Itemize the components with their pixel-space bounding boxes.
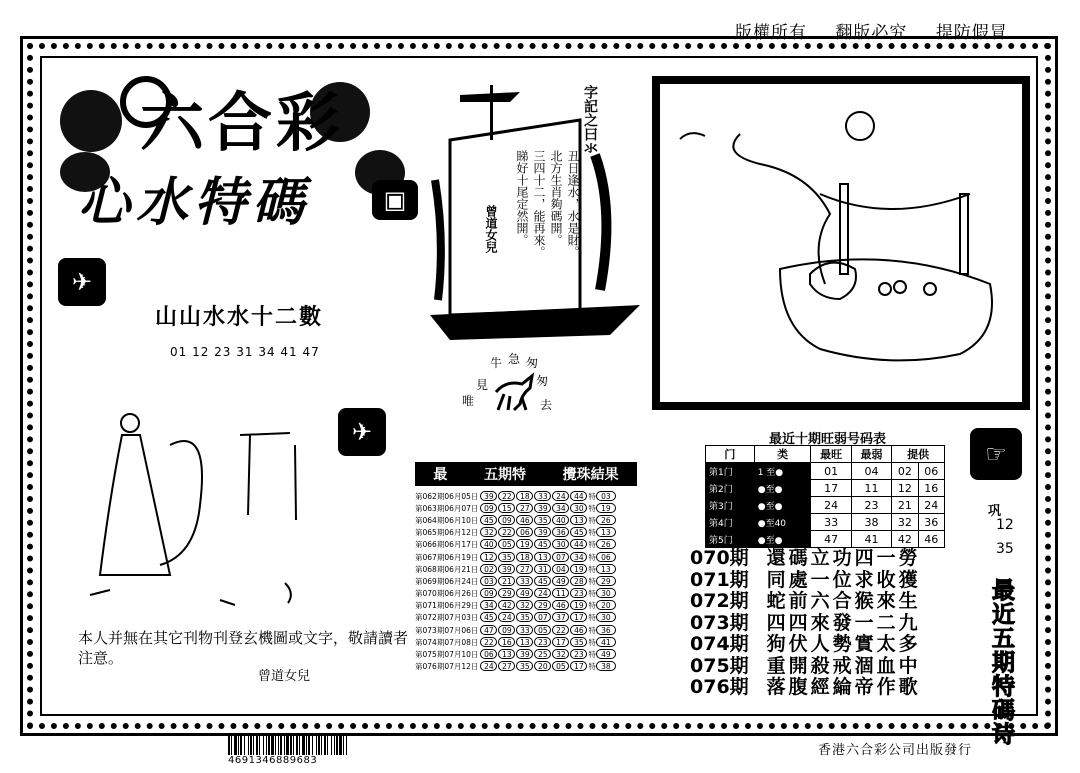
poem-line <box>690 634 921 656</box>
barcode-bar <box>343 733 344 755</box>
horse-riddle: 牛 急 匆 匆 見 唯 去 <box>462 352 553 412</box>
history-ball: 46 <box>516 515 533 525</box>
rt-cell-range: ●至● <box>754 531 811 548</box>
rt-cell-p2: 24 <box>918 497 944 514</box>
history-row-label: 第075期07月10日 <box>415 650 479 660</box>
rt-cell-cold: 23 <box>851 497 891 514</box>
poem-text: 同處一位求收獲 <box>766 568 921 591</box>
history-ball: 07 <box>552 552 569 562</box>
poem-line <box>690 613 921 635</box>
notice-text: 本人并無在其它刊物刊登玄機圖或文字，敬請讀者注意。 <box>78 629 409 667</box>
poem-line <box>690 591 921 613</box>
history-ball: 24 <box>480 661 497 671</box>
barcode-bar <box>263 733 264 755</box>
barcode-bar <box>240 733 242 755</box>
history-ball: 45 <box>480 612 497 622</box>
rt-cell-p1: 21 <box>892 497 918 514</box>
history-row <box>415 502 637 514</box>
history-row-label: 第062期06月05日 <box>415 491 479 501</box>
history-special-ball: 38 <box>596 661 616 671</box>
recent-ten-row <box>706 531 945 548</box>
barcode-bar <box>302 733 305 755</box>
barcode-bar <box>248 733 249 755</box>
barcode-bar <box>327 733 328 755</box>
history-ball: 32 <box>480 527 497 537</box>
rt-cell-range: ●至40 <box>754 514 811 531</box>
page-title: 六合彩 <box>140 86 344 161</box>
history-ball: 02 <box>480 564 497 574</box>
history-special-ball: 49 <box>596 649 616 659</box>
history-ball: 24 <box>534 588 551 598</box>
history-ball: 37 <box>552 612 569 622</box>
history-ball: 35 <box>498 552 515 562</box>
barcode-bar <box>284 733 285 755</box>
history-ball: 22 <box>480 637 497 647</box>
history-ball: 49 <box>516 588 533 598</box>
history-ball: 23 <box>570 588 587 598</box>
poem-period: 070期 <box>690 547 749 569</box>
history-row-label: 第063期06月07日 <box>415 503 479 513</box>
sail-poem-line-4: 睇好十尾定然開。 <box>515 150 529 246</box>
five-poems-vertical-title: 最近五期特碼诗 <box>988 578 1014 746</box>
history-row <box>415 514 637 526</box>
poem-line <box>690 677 921 699</box>
history-ball: 40 <box>552 515 569 525</box>
history-ball: 35 <box>534 515 551 525</box>
history-special-ball: 30 <box>596 588 616 598</box>
history-row <box>415 612 637 624</box>
history-header-1: 最 <box>433 467 448 483</box>
rt-header-type: 类 <box>754 446 811 463</box>
rt-cell-p1: 32 <box>892 514 918 531</box>
barcode-bar <box>244 733 245 755</box>
barcode-number: 4691346889683 <box>228 755 318 766</box>
history-ball: 39 <box>516 649 533 659</box>
history-ball: 04 <box>552 564 569 574</box>
rt-cell-range: ●至● <box>754 480 811 497</box>
lady-illustration <box>70 405 400 620</box>
twelve-numbers: 01 12 23 31 34 41 47 <box>170 345 320 359</box>
barcode <box>228 733 350 755</box>
history-ball: 44 <box>570 539 587 549</box>
rt-cell-hot: 47 <box>811 531 851 548</box>
history-ball: 09 <box>498 625 515 635</box>
history-ball: 19 <box>516 539 533 549</box>
barcode-bar <box>271 733 274 755</box>
special-label: 特 <box>588 540 596 550</box>
barcode-bar <box>259 733 260 755</box>
history-header-2: 五期特 <box>483 467 526 483</box>
barcode-bar <box>324 733 326 755</box>
special-label: 特 <box>588 601 596 611</box>
history-ball: 35 <box>570 637 587 647</box>
barcode-bar <box>234 733 237 755</box>
rt-cell-p2: 06 <box>918 463 944 480</box>
history-ball: 45 <box>534 539 551 549</box>
rt-cell-gate: 第5门 <box>706 531 755 548</box>
rt-cell-gate: 第1门 <box>706 463 755 480</box>
history-ball: 34 <box>480 600 497 610</box>
recent-ten-row <box>706 514 945 531</box>
rt-cell-range: 1 至● <box>754 463 811 480</box>
history-ball: 22 <box>498 527 515 537</box>
history-ball: 06 <box>480 649 497 659</box>
history-row-label: 第064期06月10日 <box>415 515 479 525</box>
recent-ten-row <box>706 463 945 480</box>
history-row <box>415 600 637 612</box>
history-ball: 15 <box>498 503 515 513</box>
history-ball: 18 <box>516 552 533 562</box>
history-ball: 05 <box>552 661 569 671</box>
history-ball: 24 <box>552 491 569 501</box>
history-ball: 30 <box>570 503 587 513</box>
rt-cell-cold: 41 <box>851 531 891 548</box>
sail-poem-line-1: 丑日逢水，水是財。 <box>566 150 580 258</box>
history-ball: 44 <box>570 491 587 501</box>
barcode-bar <box>293 733 294 755</box>
special-label: 特 <box>588 564 596 574</box>
history-ball: 18 <box>516 491 533 501</box>
history-ball: 27 <box>498 661 515 671</box>
rt-cell-hot: 17 <box>811 480 851 497</box>
history-special-ball: 20 <box>596 600 616 610</box>
sail-poem-head: 字記之曰氺 <box>582 85 598 155</box>
poem-line <box>690 656 921 678</box>
history-ball: 16 <box>498 637 515 647</box>
special-label: 特 <box>588 625 596 635</box>
history-ball: 20 <box>534 661 551 671</box>
history-ball: 13 <box>498 649 515 659</box>
history-special-ball: 03 <box>596 491 616 501</box>
history-ball: 29 <box>498 588 515 598</box>
barcode-bar <box>266 733 267 755</box>
barcode-bar <box>318 733 320 755</box>
goose-icon-2: ✈ <box>338 408 386 456</box>
history-ball: 17 <box>570 612 587 622</box>
history-special-ball: 06 <box>596 552 616 562</box>
notice-signature: 曾道女兒 <box>258 669 311 684</box>
poem-period: 071期 <box>690 568 749 591</box>
barcode-bar <box>336 733 338 755</box>
twelve-numbers-title: 山山水水十二數 <box>155 305 324 330</box>
barcode-bar <box>238 733 239 755</box>
poem-period: 076期 <box>690 676 749 698</box>
history-special-ball: 13 <box>596 564 616 574</box>
barcode-bar <box>316 733 317 755</box>
copyright-text-3: 提防假冒 <box>935 23 1008 43</box>
history-row <box>415 648 637 660</box>
history-ball: 34 <box>570 552 587 562</box>
history-ball: 13 <box>516 637 533 647</box>
history-ball: 23 <box>534 637 551 647</box>
history-ball: 28 <box>570 576 587 586</box>
rt-cell-range: ●至● <box>754 497 811 514</box>
barcode-bar <box>286 733 289 755</box>
history-ball: 12 <box>480 552 497 562</box>
history-ball: 39 <box>534 503 551 513</box>
barcode-bar <box>278 733 279 755</box>
side-number-1: 12 <box>996 517 1014 533</box>
history-row <box>415 624 637 636</box>
poem-period: 072期 <box>690 590 749 612</box>
decor-blob <box>60 90 122 152</box>
sail-poem-author: 曾道女兒 <box>484 205 498 253</box>
history-ball: 11 <box>552 588 569 598</box>
goose-icon: ✈ <box>58 258 106 306</box>
history-ball: 05 <box>498 539 515 549</box>
history-ball: 23 <box>570 649 587 659</box>
rt-cell-p1: 02 <box>892 463 918 480</box>
rt-cell-hot: 24 <box>811 497 851 514</box>
phoenix-illustration <box>660 84 1022 402</box>
poem-text: 還碼立功四一勞 <box>766 547 921 569</box>
history-row <box>415 539 637 551</box>
rt-cell-p2: 46 <box>918 531 944 548</box>
rt-cell-cold: 04 <box>851 463 891 480</box>
history-row-label: 第068期06月21日 <box>415 564 479 574</box>
barcode-bar <box>253 733 254 755</box>
history-special-ball: 26 <box>596 515 616 525</box>
history-ball: 13 <box>534 552 551 562</box>
rt-cell-gate: 第2门 <box>706 480 755 497</box>
history-row-label: 第071期06月29日 <box>415 601 479 611</box>
history-row <box>415 563 637 575</box>
history-row <box>415 588 637 600</box>
history-ball: 47 <box>480 625 497 635</box>
recent-ten-row <box>706 497 945 514</box>
barcode-bar <box>228 733 230 755</box>
poem-period: 073期 <box>690 611 749 634</box>
history-ball: 45 <box>534 576 551 586</box>
tv-icon: ▣ <box>372 180 418 220</box>
rt-header-provide: 提供 <box>892 446 945 463</box>
history-ball: 33 <box>534 491 551 501</box>
special-label: 特 <box>588 528 596 538</box>
rt-cell-gate: 第3门 <box>706 497 755 514</box>
poem-text: 蛇前六合猴來生 <box>766 590 921 612</box>
history-ball: 24 <box>498 612 515 622</box>
history-header-3: 攪珠結果 <box>562 467 619 483</box>
history-ball: 32 <box>516 600 533 610</box>
history-header <box>415 462 637 486</box>
hand-icon: ☞ <box>970 428 1022 480</box>
history-ball: 22 <box>552 625 569 635</box>
history-row <box>415 490 637 502</box>
history-ball: 39 <box>534 527 551 537</box>
barcode-bar <box>339 733 342 755</box>
history-ball: 17 <box>570 661 587 671</box>
history-ball: 07 <box>534 612 551 622</box>
history-ball: 39 <box>498 564 515 574</box>
history-row <box>415 575 637 587</box>
copyright-text-2: 翻版必究 <box>835 23 908 43</box>
barcode-bar <box>256 733 258 755</box>
rt-header-cold: 最弱 <box>851 446 891 463</box>
history-ball: 33 <box>516 625 533 635</box>
history-special-ball: 13 <box>596 527 616 537</box>
rt-cell-hot: 33 <box>811 514 851 531</box>
history-ball: 40 <box>480 539 497 549</box>
history-ball: 45 <box>480 515 497 525</box>
barcode-bar <box>331 733 332 755</box>
sail-poem-line-3: 三四十二，能再來。 <box>532 150 546 258</box>
history-ball: 27 <box>516 503 533 513</box>
history-row-label: 第065期06月12日 <box>415 528 479 538</box>
history-ball: 34 <box>552 503 569 513</box>
barcode-bar <box>268 733 270 755</box>
special-label: 特 <box>588 650 596 660</box>
copyright-text-1: 版權所有 <box>735 23 807 43</box>
page-subtitle: 心水特碼 <box>78 173 311 233</box>
barcode-bar <box>312 733 313 755</box>
history-row-label: 第072期07月03日 <box>415 613 479 623</box>
history-ball: 03 <box>480 576 497 586</box>
barcode-bar <box>346 733 347 755</box>
barcode-bar <box>275 733 276 755</box>
barcode-bar <box>290 733 292 755</box>
history-row <box>415 527 637 539</box>
special-label: 特 <box>588 637 596 647</box>
poem-line <box>690 570 921 592</box>
history-row-label: 第067期06月19日 <box>415 552 479 562</box>
history-row-label: 第070期06月26日 <box>415 589 479 599</box>
history-special-ball: 30 <box>596 612 616 622</box>
side-code: 巩 <box>988 504 1002 519</box>
special-label: 特 <box>588 613 596 623</box>
barcode-bar <box>299 733 300 755</box>
history-ball: 35 <box>516 612 533 622</box>
rt-cell-p1: 42 <box>892 531 918 548</box>
rt-cell-p2: 36 <box>918 514 944 531</box>
history-special-ball: 29 <box>596 576 616 586</box>
recent-ten-header-row <box>706 446 945 463</box>
phoenix-picture <box>652 76 1030 410</box>
publisher: 香港六合彩公司出版發行 <box>818 743 973 758</box>
rt-cell-cold: 38 <box>851 514 891 531</box>
recent-ten-table <box>705 445 945 548</box>
sail-poem-line-2: 北方生肖夠碼開。 <box>549 150 563 246</box>
history-ball: 06 <box>516 527 533 537</box>
history-row <box>415 551 637 563</box>
special-label: 特 <box>588 589 596 599</box>
recent-ten-title: 最近十期旺弱号码表 <box>768 432 886 447</box>
special-label: 特 <box>588 491 596 501</box>
history-ball: 19 <box>570 600 587 610</box>
poem-text: 落腹經綸帝作歌 <box>766 676 921 698</box>
barcode-bar <box>308 733 310 755</box>
history-row-label: 第074期07月08日 <box>415 637 479 647</box>
history-ball: 22 <box>498 491 515 501</box>
special-label: 特 <box>588 503 596 513</box>
barcode-bar <box>280 733 282 755</box>
barcode-bar <box>250 733 252 755</box>
history-ball: 49 <box>552 576 569 586</box>
history-ball: 32 <box>552 649 569 659</box>
barcode-bar <box>306 733 307 755</box>
history-ball: 29 <box>534 600 551 610</box>
recent-ten-row <box>706 480 945 497</box>
history-ball: 09 <box>480 503 497 513</box>
history-table <box>415 490 637 673</box>
poem-period: 075期 <box>690 654 749 677</box>
rt-cell-p2: 16 <box>918 480 944 497</box>
history-ball: 17 <box>552 637 569 647</box>
barcode-bar <box>334 733 335 755</box>
history-special-ball: 36 <box>596 625 616 635</box>
poem-text: 重開殺戒涸血中 <box>766 654 921 677</box>
poem-line <box>690 548 921 570</box>
history-ball: 30 <box>552 539 569 549</box>
barcode-bar <box>321 733 322 755</box>
special-label: 特 <box>588 576 596 586</box>
rt-cell-p1: 12 <box>892 480 918 497</box>
history-ball: 09 <box>480 588 497 598</box>
special-label: 特 <box>588 662 596 672</box>
rt-header-gate: 门 <box>706 446 755 463</box>
history-ball: 27 <box>516 564 533 574</box>
special-label: 特 <box>588 552 596 562</box>
history-ball: 19 <box>570 564 587 574</box>
history-ball: 46 <box>570 625 587 635</box>
history-ball: 31 <box>534 564 551 574</box>
history-ball: 36 <box>552 527 569 537</box>
history-special-ball: 26 <box>596 539 616 549</box>
history-ball: 21 <box>498 576 515 586</box>
rt-cell-hot: 01 <box>811 463 851 480</box>
history-row-label: 第076期07月12日 <box>415 662 479 672</box>
history-row-label: 第073期07月06日 <box>415 625 479 635</box>
history-special-ball: 41 <box>596 637 616 647</box>
history-ball: 39 <box>480 491 497 501</box>
history-row-label: 第066期06月17日 <box>415 540 479 550</box>
history-ball: 05 <box>534 625 551 635</box>
history-special-ball: 19 <box>596 503 616 513</box>
barcode-bar <box>231 733 232 755</box>
history-ball: 45 <box>570 527 587 537</box>
rt-cell-cold: 11 <box>851 480 891 497</box>
rt-header-hot: 最旺 <box>811 446 851 463</box>
history-ball: 09 <box>498 515 515 525</box>
history-ball: 42 <box>498 600 515 610</box>
history-row <box>415 636 637 648</box>
five-period-poems <box>690 548 921 699</box>
barcode-bar <box>296 733 298 755</box>
poem-text: 狗伏人勢實太多 <box>766 633 921 655</box>
history-ball: 35 <box>516 661 533 671</box>
history-row-label: 第069期06月24日 <box>415 576 479 586</box>
history-ball: 33 <box>516 576 533 586</box>
horse-icon <box>492 372 536 412</box>
side-number-2: 35 <box>996 541 1014 557</box>
special-label: 特 <box>588 515 596 525</box>
history-row <box>415 661 637 673</box>
history-ball: 46 <box>552 600 569 610</box>
history-ball: 25 <box>534 649 551 659</box>
rt-cell-gate: 第4门 <box>706 514 755 531</box>
history-ball: 13 <box>570 515 587 525</box>
poem-period: 074期 <box>690 633 749 655</box>
poem-text: 四四來發一二九 <box>766 611 921 634</box>
